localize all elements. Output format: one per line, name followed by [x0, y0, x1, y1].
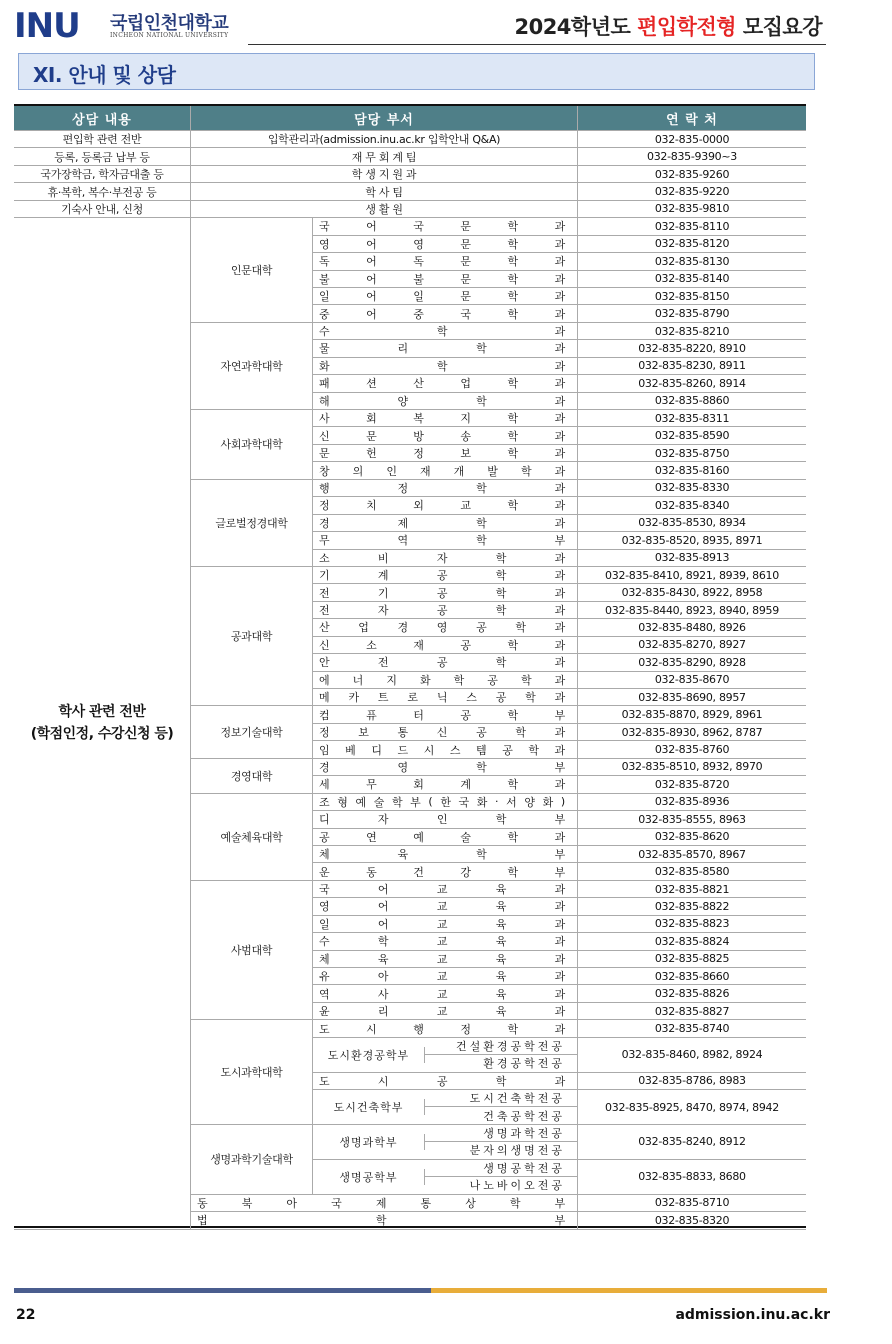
department-cell: 디 자 인 학 부 [313, 811, 578, 828]
department-cell: 영 어 영 문 학 과 [313, 236, 578, 253]
contact-cell: 032-835-8480, 8926 [578, 619, 806, 636]
contact-cell: 032-835-8570, 8967 [578, 846, 806, 863]
department-cell: 유 아 교 육 과 [313, 968, 578, 985]
contact-cell: 032-835-9220 [578, 183, 806, 200]
contact-cell: 032-835-8270, 8927 [578, 637, 806, 654]
contact-cell: 032-835-8936 [578, 794, 806, 811]
department-cell: 학 사 팀 [191, 183, 578, 200]
contact-cell: 032-835-8827 [578, 1003, 806, 1020]
contact-cell: 032-835-8870, 8929, 8961 [578, 706, 806, 723]
department-cell: 중 어 중 국 학 과 [313, 305, 578, 322]
department-cell: 패 션 산 업 학 과 [313, 375, 578, 392]
contact-cell: 032-835-8860 [578, 393, 806, 410]
department-cell: 도 시 공 학 과 [313, 1073, 578, 1090]
logo-english-name: INCHEON NATIONAL UNIVERSITY [110, 32, 229, 39]
college-cell: 공과대학 [191, 567, 313, 707]
contact-cell: 032-835-8822 [578, 898, 806, 915]
header-divider [248, 44, 826, 45]
department-cell: 에 너 지 화 학 공 학 과 [313, 672, 578, 689]
department-cell: 체 육 교 육 과 [313, 951, 578, 968]
contact-cell: 032-835-8160 [578, 462, 806, 479]
major-name: 건설환경공학전공 [425, 1038, 577, 1055]
department-cell: 창 의 인 재 개 발 학 과 [313, 462, 578, 479]
college-cell: 경영대학 [191, 759, 313, 794]
contact-cell: 032-835-8620 [578, 829, 806, 846]
contact-cell: 032-835-8760 [578, 741, 806, 758]
contact-cell: 032-835-8120 [578, 236, 806, 253]
department-cell: 불 어 불 문 학 과 [313, 271, 578, 288]
contact-cell: 032-835-8824 [578, 933, 806, 950]
contact-cell: 032-835-8510, 8932, 8970 [578, 759, 806, 776]
department-cell: 생 활 원 [191, 201, 578, 218]
topic-cell: 기숙사 안내, 신청 [14, 201, 191, 218]
contact-cell: 032-835-8530, 8934 [578, 515, 806, 532]
department-cell: 도 시 행 정 학 과 [313, 1020, 578, 1037]
department-cell: 경 영 학 부 [313, 759, 578, 776]
footer-site: admission.inu.ac.kr [675, 1307, 830, 1323]
department-cell: 무 역 학 부 [313, 532, 578, 549]
major-name: 생명공학전공 [425, 1160, 577, 1177]
contact-cell: 032-835-8240, 8912 [578, 1125, 806, 1160]
footer-bar-right [431, 1288, 827, 1293]
department-cell: 윤 리 교 육 과 [313, 1003, 578, 1020]
contact-cell: 032-835-8590 [578, 427, 806, 444]
major-name: 환경공학전공 [483, 1057, 565, 1071]
department-cell: 물 리 학 과 [313, 340, 578, 357]
page-header-title [514, 11, 822, 41]
college-cell: 글로벌정경대학 [191, 480, 313, 567]
department-cell: 메 카 트 로 닉 스 공 학 과 [313, 689, 578, 706]
department-cell: 재 무 회 계 팀 [191, 148, 578, 165]
contact-cell: 032-835-9260 [578, 166, 806, 183]
college-cell: 정보기술대학 [191, 706, 313, 758]
department-cell [313, 1038, 578, 1073]
contact-cell: 032-835-8740 [578, 1020, 806, 1037]
college-cell: 인문대학 [191, 218, 313, 323]
department-cell: 안 전 공 학 과 [313, 654, 578, 671]
contact-cell: 032-835-8410, 8921, 8939, 8610 [578, 567, 806, 584]
major-name: 도시건축학전공 [425, 1090, 577, 1107]
contact-cell: 032-835-8330 [578, 480, 806, 497]
contact-cell: 032-835-8320 [578, 1212, 806, 1229]
department-cell: 체 육 학 부 [313, 846, 578, 863]
contact-cell: 032-835-8230, 8911 [578, 358, 806, 375]
contact-cell: 032-835-8720 [578, 776, 806, 793]
department-cell: 수 학 교 육 과 [313, 933, 578, 950]
department-cell: 국 어 국 문 학 과 [313, 218, 578, 235]
contact-cell: 032-835-8930, 8962, 8787 [578, 724, 806, 741]
department-cell: 소 비 자 학 과 [313, 550, 578, 567]
department-cell: 정 치 외 교 학 과 [313, 497, 578, 514]
college-cell: 예술체육대학 [191, 794, 313, 881]
contact-cell: 032-835-8130 [578, 253, 806, 270]
contact-cell: 032-835-8823 [578, 916, 806, 933]
college-cell: 도시과학대학 [191, 1020, 313, 1125]
column-header-topic: 상담 내용 [14, 106, 191, 131]
college-cell: 사회과학대학 [191, 410, 313, 480]
contact-cell: 032-835-8821 [578, 881, 806, 898]
department-cell: 역 사 교 육 과 [313, 985, 578, 1002]
logo-letters [14, 6, 80, 46]
contact-cell: 032-835-8260, 8914 [578, 375, 806, 392]
footer-bar-left [14, 1288, 431, 1293]
department-cell: 학 생 지 원 과 [191, 166, 578, 183]
column-header-department: 담당 부서 [191, 106, 578, 131]
major-name: 건축공학전공 [483, 1109, 565, 1123]
department-cell: 컴 퓨 터 공 학 부 [313, 706, 578, 723]
contact-cell: 032-835-8440, 8923, 8940, 8959 [578, 602, 806, 619]
logo-mark: INU [14, 6, 80, 46]
department-cell: 전 기 공 학 과 [313, 584, 578, 601]
contact-cell: 032-835-8290, 8928 [578, 654, 806, 671]
department-cell: 신 문 방 송 학 과 [313, 427, 578, 444]
major-name: 분자의생명전공 [469, 1144, 565, 1158]
contact-cell: 032-835-0000 [578, 131, 806, 148]
department-cell: 정 보 통 신 공 학 과 [313, 724, 578, 741]
topic-cell: 휴·복학, 복수·부전공 등 [14, 183, 191, 200]
contact-cell: 032-835-8750 [578, 445, 806, 462]
department-cell: 입학관리과(admission.inu.ac.kr 입학안내 Q&A) [191, 131, 578, 148]
department-cell: 독 어 독 문 학 과 [313, 253, 578, 270]
department-name: 생명과학부 [313, 1134, 425, 1150]
academic-topic-cell [14, 218, 191, 1229]
department-cell: 영 어 교 육 과 [313, 898, 578, 915]
contact-cell: 032-835-8660 [578, 968, 806, 985]
contact-cell: 032-835-8710 [578, 1195, 806, 1212]
department-cell: 세 무 회 계 학 과 [313, 776, 578, 793]
college-cell: 사범대학 [191, 881, 313, 1021]
department-cell: 임 베 디 드 시 스 템 공 학 과 [313, 741, 578, 758]
department-cell: 일 어 교 육 과 [313, 916, 578, 933]
major-name: 생명과학전공 [425, 1125, 577, 1142]
topic-cell: 국가장학금, 학자금대출 등 [14, 166, 191, 183]
contact-cell: 032-835-8150 [578, 288, 806, 305]
contact-cell: 032-835-8220, 8910 [578, 340, 806, 357]
contact-table [14, 104, 806, 1228]
contact-cell: 032-835-8913 [578, 550, 806, 567]
department-cell: 신 소 재 공 학 과 [313, 637, 578, 654]
contact-cell: 032-835-8690, 8957 [578, 689, 806, 706]
contact-cell: 032-835-8833, 8680 [578, 1160, 806, 1195]
department-cell: 조 형 예 술 학 부 ( 한 국 화 · 서 양 화 ) [313, 794, 578, 811]
contact-cell: 032-835-8520, 8935, 8971 [578, 532, 806, 549]
department-cell: 산 업 경 영 공 학 과 [313, 619, 578, 636]
contact-cell: 032-835-8210 [578, 323, 806, 340]
department-cell: 법 학 부 [191, 1212, 578, 1229]
department-cell: 문 헌 정 보 학 과 [313, 445, 578, 462]
department-cell: 공 연 예 술 학 과 [313, 829, 578, 846]
contact-cell: 032-835-8786, 8983 [578, 1073, 806, 1090]
department-cell: 전 자 공 학 과 [313, 602, 578, 619]
department-cell: 행 정 학 과 [313, 480, 578, 497]
topic-cell: 등록, 등록금 납부 등 [14, 148, 191, 165]
logo-korean-name: 국립인천대학교 [110, 13, 229, 34]
department-cell: 기 계 공 학 과 [313, 567, 578, 584]
university-logo [14, 6, 254, 46]
contact-cell: 032-835-8311 [578, 410, 806, 427]
contact-cell: 032-835-9810 [578, 201, 806, 218]
department-cell [313, 1125, 578, 1160]
college-cell: 생명과학기술대학 [191, 1125, 313, 1195]
department-name: 생명공학부 [313, 1169, 425, 1185]
contact-cell: 032-835-8460, 8982, 8924 [578, 1038, 806, 1073]
academic-topic-line: (학점인정, 수강신청 등) [30, 726, 174, 743]
contact-cell: 032-835-8790 [578, 305, 806, 322]
college-cell: 자연과학대학 [191, 323, 313, 410]
major-name: 나노바이오전공 [469, 1179, 565, 1193]
department-cell: 일 어 일 문 학 과 [313, 288, 578, 305]
topic-cell: 편입학 관련 전반 [14, 131, 191, 148]
title-prefix: 2024학년도 [514, 15, 638, 39]
contact-cell: 032-835-8825 [578, 951, 806, 968]
contact-cell: 032-835-8555, 8963 [578, 811, 806, 828]
department-cell: 화 학 과 [313, 358, 578, 375]
contact-cell: 032-835-8925, 8470, 8974, 8942 [578, 1090, 806, 1125]
academic-topic-line: 학사 관련 전반 [58, 704, 146, 721]
contact-cell: 032-835-9390~3 [578, 148, 806, 165]
department-cell: 운 동 건 강 학 부 [313, 863, 578, 880]
department-cell: 수 학 과 [313, 323, 578, 340]
department-cell: 경 제 학 과 [313, 515, 578, 532]
section-title-box [18, 53, 815, 90]
title-suffix: 모집요강 [736, 15, 822, 39]
department-cell [313, 1160, 578, 1195]
contact-cell: 032-835-8110 [578, 218, 806, 235]
department-cell: 사 회 복 지 학 과 [313, 410, 578, 427]
title-highlight: 편입학전형 [637, 15, 737, 39]
page-number: 22 [16, 1307, 36, 1323]
department-name: 도시건축학부 [313, 1099, 425, 1115]
section-title: XI. 안내 및 상담 [33, 63, 176, 87]
department-name: 도시환경공학부 [313, 1047, 425, 1063]
column-header-contact: 연 락 처 [578, 106, 806, 131]
department-cell [313, 1090, 578, 1125]
contact-cell: 032-835-8140 [578, 271, 806, 288]
department-cell: 국 어 교 육 과 [313, 881, 578, 898]
contact-cell: 032-835-8826 [578, 985, 806, 1002]
department-cell: 해 양 학 과 [313, 393, 578, 410]
contact-cell: 032-835-8430, 8922, 8958 [578, 584, 806, 601]
department-cell: 동 북 아 국 제 통 상 학 부 [191, 1195, 578, 1212]
contact-cell: 032-835-8670 [578, 672, 806, 689]
contact-cell: 032-835-8340 [578, 497, 806, 514]
contact-cell: 032-835-8580 [578, 863, 806, 880]
